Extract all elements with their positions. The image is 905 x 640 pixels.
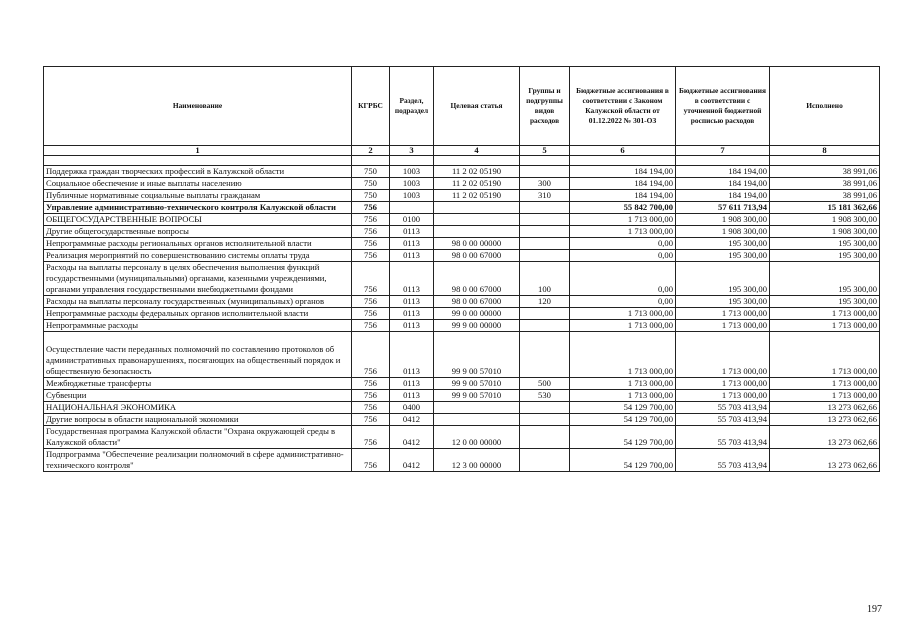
row-law-amount-cell: 1 713 000,00 (570, 308, 676, 320)
row-section-cell: 0412 (390, 414, 434, 426)
row-law-amount-cell: 0,00 (570, 262, 676, 296)
row-target-cell: 98 0 00 67000 (434, 262, 520, 296)
row-executed-amount-cell: 1 713 000,00 (770, 308, 880, 320)
row-group-cell (520, 426, 570, 449)
row-section-cell: 0400 (390, 402, 434, 414)
row-kgrbs-cell: 756 (352, 296, 390, 308)
row-executed-amount-cell: 1 908 300,00 (770, 214, 880, 226)
row-target-cell: 99 9 00 57010 (434, 378, 520, 390)
row-target-cell: 11 2 02 05190 (434, 190, 520, 202)
table-row (44, 226, 880, 238)
row-group-cell: 100 (520, 262, 570, 296)
column-number: 2 (352, 146, 390, 156)
column-number: 6 (570, 146, 676, 156)
row-name-cell: Субвенции (44, 390, 352, 402)
row-law-amount-cell: 0,00 (570, 296, 676, 308)
row-law-amount-cell: 184 194,00 (570, 178, 676, 190)
row-section-cell: 0113 (390, 320, 434, 332)
column-number-row (44, 146, 880, 156)
header-plan-allocation: Бюджетные ассигнования в соответствии с уточненной бюджетной росписью расходов (676, 67, 770, 146)
row-group-cell (520, 414, 570, 426)
row-plan-amount-cell: 1 713 000,00 (676, 390, 770, 402)
table-row (44, 166, 880, 178)
row-group-cell (520, 332, 570, 378)
table-row (44, 402, 880, 414)
row-plan-amount-cell: 1 713 000,00 (676, 320, 770, 332)
row-plan-amount-cell: 195 300,00 (676, 296, 770, 308)
table-row (44, 238, 880, 250)
row-group-cell (520, 226, 570, 238)
row-group-cell: 300 (520, 178, 570, 190)
row-name-cell: Поддержка граждан творческих профессий в Калужской области (44, 166, 352, 178)
row-group-cell (520, 250, 570, 262)
row-section-cell: 0113 (390, 262, 434, 296)
row-group-cell: 310 (520, 190, 570, 202)
row-executed-amount-cell: 13 273 062,66 (770, 414, 880, 426)
row-law-amount-cell: 0,00 (570, 238, 676, 250)
row-kgrbs-cell: 756 (352, 214, 390, 226)
row-name-cell: Расходы на выплаты персоналу государственных (муниципальных) органов (44, 296, 352, 308)
row-name-cell: ОБЩЕГОСУДАРСТВЕННЫЕ ВОПРОСЫ (44, 214, 352, 226)
row-name-cell: Непрограммные расходы региональных органов исполнительной власти (44, 238, 352, 250)
column-number: 3 (390, 146, 434, 156)
table-row (44, 308, 880, 320)
row-section-cell: 0412 (390, 426, 434, 449)
row-target-cell (434, 214, 520, 226)
row-law-amount-cell: 1 713 000,00 (570, 332, 676, 378)
row-law-amount-cell: 184 194,00 (570, 166, 676, 178)
row-kgrbs-cell: 756 (352, 449, 390, 472)
header-section: Раздел, подраздел (390, 67, 434, 146)
row-plan-amount-cell: 195 300,00 (676, 262, 770, 296)
table-row (44, 262, 880, 296)
row-executed-amount-cell: 1 908 300,00 (770, 226, 880, 238)
row-name-cell: Управление административно-технического контроля Калужской области (44, 202, 352, 214)
row-plan-amount-cell: 184 194,00 (676, 178, 770, 190)
table-row (44, 378, 880, 390)
row-target-cell: 12 0 00 00000 (434, 426, 520, 449)
row-target-cell (434, 202, 520, 214)
row-group-cell (520, 166, 570, 178)
row-section-cell: 0113 (390, 238, 434, 250)
row-executed-amount-cell: 38 991,06 (770, 166, 880, 178)
row-group-cell (520, 238, 570, 250)
row-section-cell: 1003 (390, 178, 434, 190)
table-row (44, 214, 880, 226)
row-plan-amount-cell: 55 703 413,94 (676, 402, 770, 414)
row-section-cell: 0113 (390, 390, 434, 402)
table-row (44, 296, 880, 308)
row-law-amount-cell: 1 713 000,00 (570, 378, 676, 390)
row-target-cell (434, 414, 520, 426)
header-target-article: Целевая статья (434, 67, 520, 146)
row-law-amount-cell: 55 842 700,00 (570, 202, 676, 214)
row-law-amount-cell: 54 129 700,00 (570, 414, 676, 426)
row-group-cell (520, 214, 570, 226)
row-group-cell: 530 (520, 390, 570, 402)
header-executed: Исполнено (770, 67, 880, 146)
row-kgrbs-cell: 756 (352, 308, 390, 320)
row-group-cell: 500 (520, 378, 570, 390)
column-number: 5 (520, 146, 570, 156)
row-section-cell: 0113 (390, 296, 434, 308)
row-executed-amount-cell: 13 273 062,66 (770, 449, 880, 472)
row-plan-amount-cell: 1 713 000,00 (676, 378, 770, 390)
budget-table-sheet (43, 66, 879, 472)
row-plan-amount-cell: 1 908 300,00 (676, 226, 770, 238)
header-row (44, 67, 880, 146)
row-plan-amount-cell: 1 713 000,00 (676, 308, 770, 320)
row-executed-amount-cell: 1 713 000,00 (770, 320, 880, 332)
row-name-cell: Социальное обеспечение и иные выплаты населению (44, 178, 352, 190)
row-target-cell: 99 9 00 00000 (434, 320, 520, 332)
table-row (44, 320, 880, 332)
row-section-cell: 0113 (390, 308, 434, 320)
row-plan-amount-cell: 184 194,00 (676, 166, 770, 178)
row-executed-amount-cell: 195 300,00 (770, 262, 880, 296)
row-plan-amount-cell: 184 194,00 (676, 190, 770, 202)
row-section-cell: 0113 (390, 250, 434, 262)
row-kgrbs-cell: 756 (352, 226, 390, 238)
row-kgrbs-cell: 750 (352, 178, 390, 190)
row-section-cell: 0113 (390, 332, 434, 378)
row-target-cell: 12 3 00 00000 (434, 449, 520, 472)
row-law-amount-cell: 1 713 000,00 (570, 320, 676, 332)
table-row (44, 426, 880, 449)
row-target-cell: 98 0 00 00000 (434, 238, 520, 250)
row-kgrbs-cell: 756 (352, 414, 390, 426)
table-row (44, 332, 880, 378)
row-name-cell: Публичные нормативные социальные выплаты гражданам (44, 190, 352, 202)
row-plan-amount-cell: 195 300,00 (676, 238, 770, 250)
row-target-cell: 99 9 00 57010 (434, 390, 520, 402)
table-row (44, 390, 880, 402)
row-group-cell (520, 308, 570, 320)
row-kgrbs-cell: 756 (352, 332, 390, 378)
header-law-allocation: Бюджетные ассигнования в соответствии с Законом Калужской области от 01.12.2022 № 301-ОЗ (570, 67, 676, 146)
row-executed-amount-cell: 1 713 000,00 (770, 390, 880, 402)
row-name-cell: НАЦИОНАЛЬНАЯ ЭКОНОМИКА (44, 402, 352, 414)
spacer-row (44, 156, 880, 166)
row-name-cell: Непрограммные расходы (44, 320, 352, 332)
row-group-cell (520, 202, 570, 214)
row-kgrbs-cell: 756 (352, 202, 390, 214)
header-kgrbs: КГРБС (352, 67, 390, 146)
row-kgrbs-cell: 750 (352, 166, 390, 178)
column-number: 4 (434, 146, 520, 156)
row-law-amount-cell: 54 129 700,00 (570, 402, 676, 414)
row-group-cell (520, 320, 570, 332)
row-section-cell (390, 202, 434, 214)
row-law-amount-cell: 1 713 000,00 (570, 214, 676, 226)
row-kgrbs-cell: 750 (352, 190, 390, 202)
row-name-cell: Подпрограмма "Обеспечение реализации полномочий в сфере административно-технического контроля" (44, 449, 352, 472)
row-kgrbs-cell: 756 (352, 320, 390, 332)
row-plan-amount-cell: 1 908 300,00 (676, 214, 770, 226)
row-executed-amount-cell: 38 991,06 (770, 178, 880, 190)
row-kgrbs-cell: 756 (352, 402, 390, 414)
row-name-cell: Межбюджетные трансферты (44, 378, 352, 390)
row-target-cell (434, 226, 520, 238)
row-kgrbs-cell: 756 (352, 238, 390, 250)
column-number: 7 (676, 146, 770, 156)
row-name-cell: Государственная программа Калужской области "Охрана окружающей среды в Калужской области" (44, 426, 352, 449)
row-law-amount-cell: 0,00 (570, 250, 676, 262)
row-name-cell: Расходы на выплаты персоналу в целях обеспечения выполнения функций государственными (муниципальными) органами, казенными учреждениями, органами управления государственными внебюджетными фондами (44, 262, 352, 296)
header-name: Наименование (44, 67, 352, 146)
column-number: 1 (44, 146, 352, 156)
header-expense-group: Группы и подгруппы видов расходов (520, 67, 570, 146)
row-executed-amount-cell: 195 300,00 (770, 238, 880, 250)
row-executed-amount-cell: 13 273 062,66 (770, 426, 880, 449)
row-kgrbs-cell: 756 (352, 378, 390, 390)
row-plan-amount-cell: 55 703 413,94 (676, 449, 770, 472)
row-target-cell: 11 2 02 05190 (434, 178, 520, 190)
row-executed-amount-cell: 38 991,06 (770, 190, 880, 202)
row-target-cell: 98 0 00 67000 (434, 250, 520, 262)
table-row (44, 449, 880, 472)
row-name-cell: Реализация мероприятий по совершенствованию системы оплаты труда (44, 250, 352, 262)
row-plan-amount-cell: 1 713 000,00 (676, 332, 770, 378)
row-group-cell (520, 449, 570, 472)
row-name-cell: Осуществление части переданных полномочий по составлению протоколов об административных правонарушениях, посягающих на общественный порядок и общественную безопасность (44, 332, 352, 378)
row-section-cell: 0113 (390, 226, 434, 238)
row-executed-amount-cell: 1 713 000,00 (770, 378, 880, 390)
row-name-cell: Другие вопросы в области национальной экономики (44, 414, 352, 426)
row-law-amount-cell: 54 129 700,00 (570, 426, 676, 449)
row-name-cell: Непрограммные расходы федеральных органов исполнительной власти (44, 308, 352, 320)
row-plan-amount-cell: 195 300,00 (676, 250, 770, 262)
table-row (44, 190, 880, 202)
row-target-cell: 99 9 00 57010 (434, 332, 520, 378)
row-kgrbs-cell: 756 (352, 390, 390, 402)
column-number: 8 (770, 146, 880, 156)
row-group-cell: 120 (520, 296, 570, 308)
budget-table (43, 66, 880, 472)
row-plan-amount-cell: 55 703 413,94 (676, 426, 770, 449)
row-section-cell: 0100 (390, 214, 434, 226)
page-number: 197 (867, 604, 882, 615)
row-law-amount-cell: 54 129 700,00 (570, 449, 676, 472)
row-plan-amount-cell: 55 703 413,94 (676, 414, 770, 426)
table-row (44, 414, 880, 426)
row-target-cell: 99 0 00 00000 (434, 308, 520, 320)
row-kgrbs-cell: 756 (352, 250, 390, 262)
row-name-cell: Другие общегосударственные вопросы (44, 226, 352, 238)
row-kgrbs-cell: 756 (352, 262, 390, 296)
table-row (44, 202, 880, 214)
row-law-amount-cell: 184 194,00 (570, 190, 676, 202)
row-target-cell: 11 2 02 05190 (434, 166, 520, 178)
row-executed-amount-cell: 1 713 000,00 (770, 332, 880, 378)
row-section-cell: 0113 (390, 378, 434, 390)
row-law-amount-cell: 1 713 000,00 (570, 226, 676, 238)
row-executed-amount-cell: 195 300,00 (770, 250, 880, 262)
row-section-cell: 0412 (390, 449, 434, 472)
row-target-cell: 98 0 00 67000 (434, 296, 520, 308)
row-executed-amount-cell: 13 273 062,66 (770, 402, 880, 414)
row-executed-amount-cell: 195 300,00 (770, 296, 880, 308)
row-kgrbs-cell: 756 (352, 426, 390, 449)
table-row (44, 178, 880, 190)
row-group-cell (520, 402, 570, 414)
row-section-cell: 1003 (390, 190, 434, 202)
row-executed-amount-cell: 15 181 362,66 (770, 202, 880, 214)
row-target-cell (434, 402, 520, 414)
row-section-cell: 1003 (390, 166, 434, 178)
row-plan-amount-cell: 57 611 713,94 (676, 202, 770, 214)
table-row (44, 250, 880, 262)
row-law-amount-cell: 1 713 000,00 (570, 390, 676, 402)
